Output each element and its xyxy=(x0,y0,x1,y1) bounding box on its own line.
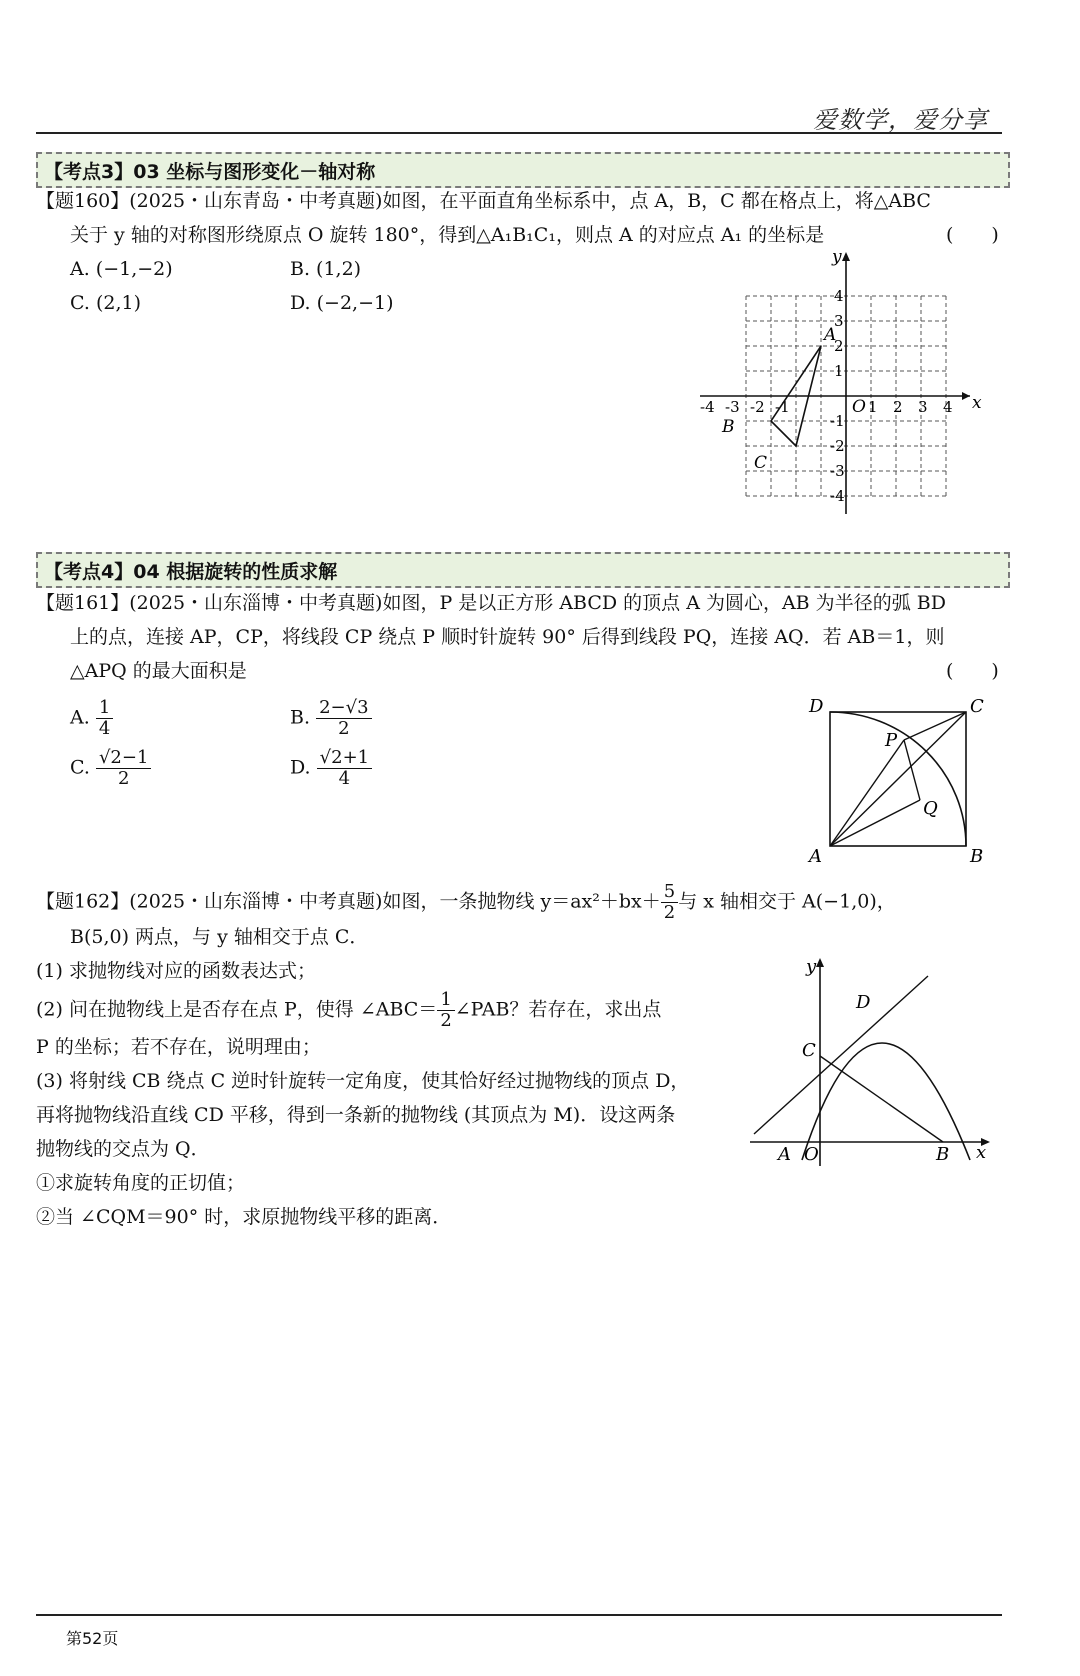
q160-y-arrow xyxy=(842,252,850,261)
q161-option-d-label: D. xyxy=(290,756,311,779)
q162-part3a: (3) 将射线 CB 绕点 C 逆时针旋转一定角度，使其恰好经过抛物线的顶点 D， xyxy=(36,1070,690,1092)
q162-p2-fraction-den: 2 xyxy=(440,1010,452,1031)
q162-label-d: D xyxy=(856,992,871,1013)
q161-option-c xyxy=(70,748,151,789)
q161-option-c-label: C. xyxy=(70,756,90,779)
q161-segment-ap xyxy=(830,740,904,846)
q161-option-a xyxy=(70,698,113,739)
q162-line2: B(5,0) 两点，与 y 轴相交于点 C． xyxy=(70,926,369,948)
q161-line2: 上的点，连接 AP，CP，将线段 CP 绕点 P 顺时针旋转 90° 后得到线段 PQ，连接 AQ．若 AB＝1，则 xyxy=(70,626,945,648)
q162-p2-fraction-num: 1 xyxy=(437,990,454,1011)
q160-tick-yn-3: -3 xyxy=(830,462,845,480)
q161-option-a-den: 4 xyxy=(98,718,111,739)
q160-tick-x-1: 1 xyxy=(868,398,878,416)
q160-origin-label: O xyxy=(852,397,866,417)
q161-option-a-fraction xyxy=(96,698,113,739)
q162-y-arrow xyxy=(816,958,824,967)
q160-tick-x-3: 3 xyxy=(918,398,928,416)
q160-tick-y-4: 4 xyxy=(834,287,844,305)
q162-label-a: A xyxy=(778,1144,791,1165)
q161-segment-cp xyxy=(904,712,966,740)
q161-option-d-fraction xyxy=(317,748,372,789)
q162-fraction-1-2 xyxy=(437,990,454,1031)
q161-option-a-num: 1 xyxy=(96,698,113,719)
q160-tick-y-3: 3 xyxy=(834,312,844,330)
q160-tick-yn-4: -4 xyxy=(830,487,845,505)
q161-diagonal-ac xyxy=(830,712,966,846)
q160-option-c: C. (2,1) xyxy=(70,292,141,314)
q160-option-a: A. (−1,−2) xyxy=(70,258,173,280)
q161-option-c-fraction xyxy=(96,748,151,789)
q161-option-d xyxy=(290,748,372,789)
q160-option-d: D. (−2,−1) xyxy=(290,292,394,314)
q161-line1 xyxy=(36,588,946,615)
q162-sub1: ①求旋转角度的正切值； xyxy=(36,1172,246,1194)
q161-answer-paren: ( ) xyxy=(946,660,999,682)
q160-tick-yn-2: -2 xyxy=(830,437,845,455)
page-number: 第52页 xyxy=(66,1629,119,1648)
q161-label-b: B xyxy=(970,846,984,864)
q160-line1 xyxy=(36,186,931,213)
q161-text1: 如图，P 是以正方形 ABCD 的顶点 A 为圆心，AB 为半径的弧 BD xyxy=(382,592,946,614)
section-title-4: 【考点4】04 根据旋转的性质求解 xyxy=(36,552,1010,588)
q162-part3b: 再将抛物线沿直线 CD 平移，得到一条新的抛物线 (其顶点为 M)．设这两条 xyxy=(36,1104,676,1126)
q160-tick-xn-2: -2 xyxy=(750,398,765,416)
q161-option-d-den: 4 xyxy=(338,768,351,789)
q160-tick-x-2: 2 xyxy=(893,398,903,416)
q162-text1b: 与 x 轴相交于 A(−1,0)， xyxy=(678,890,896,913)
q161-segment-aq xyxy=(830,800,920,846)
q162-part2a: (2) 问在抛物线上是否存在点 P，使得 ∠ABC＝ xyxy=(36,998,438,1021)
q161-option-a-label: A. xyxy=(70,706,90,729)
q162-fraction-5-2 xyxy=(661,882,678,923)
q161-label-q: Q xyxy=(923,798,938,819)
q162-part2b: ∠PAB？若存在，求出点 xyxy=(454,998,662,1021)
q161-tag: 【题161】(2025・山东淄博・中考真题) xyxy=(36,592,383,614)
q160-tag: 【题160】(2025・山东青岛・中考真题) xyxy=(36,190,383,212)
q160-answer-paren: ( ) xyxy=(946,224,999,246)
section-title-3: 【考点3】03 坐标与图形变化－轴对称 xyxy=(36,152,1010,188)
q161-option-b-num: 2−√3 xyxy=(316,698,371,719)
q160-tick-y-1: 1 xyxy=(834,362,844,380)
q160-option-b: B. (1,2) xyxy=(290,258,362,280)
header-slogan: 爱数学，爱分享 xyxy=(813,106,988,134)
q162-line1 xyxy=(36,882,896,923)
q162-fraction-num: 5 xyxy=(661,882,678,903)
q162-line-cd xyxy=(754,976,928,1134)
q161-line3: △APQ 的最大面积是 xyxy=(70,660,247,682)
q162-fraction-den: 2 xyxy=(663,902,676,923)
q162-sub2: ②当 ∠CQM＝90° 时，求原抛物线平移的距离． xyxy=(36,1206,452,1228)
q161-option-b-den: 2 xyxy=(338,718,350,739)
footer-rule xyxy=(36,1614,1002,1616)
q162-y-label: y xyxy=(806,956,817,977)
q160-point-c-label: C xyxy=(754,453,768,473)
q162-parabola-figure xyxy=(750,956,1000,1166)
q161-label-p: P xyxy=(885,730,898,751)
q161-square-figure xyxy=(805,694,1005,864)
q162-line-cb xyxy=(820,1056,943,1142)
q160-point-a-label: A xyxy=(824,325,837,345)
q161-label-c: C xyxy=(970,696,984,717)
q162-label-c: C xyxy=(802,1040,816,1061)
q160-text1: 如图，在平面直角坐标系中，点 A，B，C 都在格点上，将△ABC xyxy=(382,190,931,212)
q160-tick-yn-1: -1 xyxy=(830,412,845,430)
q162-tag: 【题162】(2025・山东淄博・中考真题) xyxy=(36,890,383,913)
q160-y-label: y xyxy=(832,247,842,267)
q162-part2c: P 的坐标；若不存在，说明理由； xyxy=(36,1036,321,1058)
q160-tick-y-2: 2 xyxy=(834,337,844,355)
q160-x-arrow xyxy=(962,392,970,400)
q161-label-a: A xyxy=(809,846,822,864)
q162-part2 xyxy=(36,990,661,1031)
q162-label-b: B xyxy=(936,1144,950,1165)
q160-tick-xn-3: -3 xyxy=(725,398,740,416)
q160-x-label: x xyxy=(972,393,982,413)
q162-text1a: 如图，一条抛物线 y＝ax²＋bx＋ xyxy=(382,890,661,913)
header-rule xyxy=(36,132,1002,134)
q161-option-b-fraction xyxy=(316,698,371,739)
q161-option-b-label: B. xyxy=(290,706,311,729)
q161-option-d-num: √2+1 xyxy=(317,748,372,769)
q162-x-label: x xyxy=(976,1142,987,1163)
q161-option-b xyxy=(290,698,372,739)
q161-option-c-num: √2−1 xyxy=(96,748,151,769)
q160-tick-xn-4: -4 xyxy=(700,398,715,416)
q161-option-c-den: 2 xyxy=(117,768,130,789)
q160-tick-x-4: 4 xyxy=(943,398,953,416)
q162-origin-label: O xyxy=(804,1144,819,1165)
q162-part1: (1) 求抛物线对应的函数表达式； xyxy=(36,960,316,982)
q160-line2: 关于 y 轴的对称图形绕原点 O 旋转 180°，得到△A₁B₁C₁，则点 A 的对应点 A₁ 的坐标是 xyxy=(70,224,825,246)
q160-point-b-label: B xyxy=(722,417,735,437)
q160-tick-xn-1: -1 xyxy=(775,398,790,416)
q161-label-d: D xyxy=(809,696,824,717)
q162-part3c: 抛物线的交点为 Q． xyxy=(36,1138,210,1160)
q160-coordinate-figure xyxy=(700,244,990,514)
